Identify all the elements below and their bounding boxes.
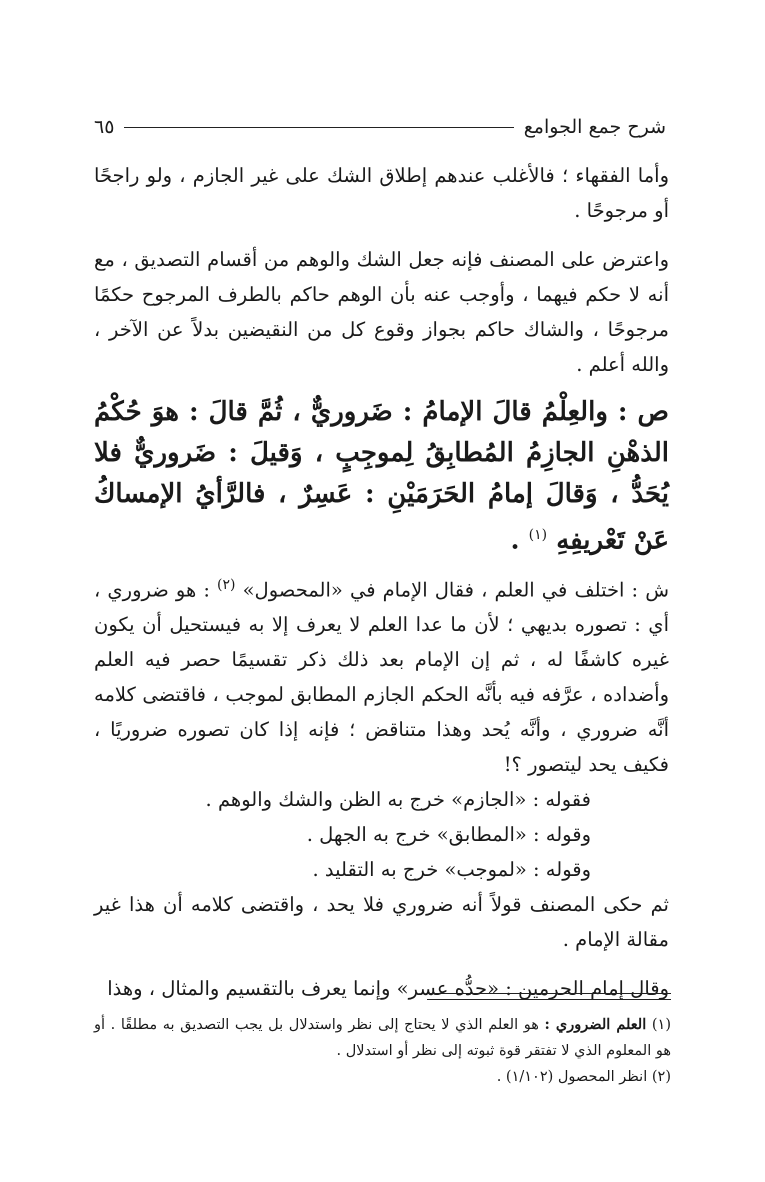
running-header (94, 112, 666, 142)
sharh-start: ش : اختلف في العلم ، فقال الإمام في «المحصول» (242, 578, 670, 602)
footnote-1-term: العلم الضروري : (544, 1016, 647, 1033)
paragraph-objection: واعترض على المصنف فإنه جعل الشك والوهم من أقسام التصديق ، مع أنه لا حكم فيهما ، وأوجب عنه بأن الوهم حاكم بالطرف المرجوح حكمًا مرجوحًا ، والشاك حاكم بجواز وقوع كل من النقيضين بدلاً عن الآخر ، والله أعلم . (94, 248, 669, 376)
header-rule (124, 127, 513, 128)
footnote-ref-2: (٢) (217, 576, 236, 593)
header-title: شرح جمع الجوامع (523, 116, 666, 138)
footnotes (94, 1012, 671, 1090)
footnote-2-text: انظر المحصول (١/١٠٢) . (496, 1069, 648, 1085)
paragraph-imam-haramayn: وقال إمام الحرمين : «حدُّه عسر» وإنما يعرف بالتقسيم والمثال ، وهذا (107, 977, 669, 1001)
sharh-rest: : هو ضروري ، أي : تصوره بديهي ؛ لأن ما عدا العلم لا يعرف إلا به فيستحيل أن يكون غيره كاشفًا له ، ثم إن الإمام بعد ذلك ذكر تقسيمًا حصر فيه العلم وأضداده ، عرَّفه فيه بأنَّه الحكم الجازم المطابق لموجب ، فاقتضى كلامه أنَّه ضروري ، وأنَّه يُحد وهذا متناقض ؛ فإنه إذا كان تصوره ضروريًا ، فكيف يحد ليتصور ؟! (94, 578, 669, 777)
paragraph-hikaya: ثم حكى المصنف قولاً أنه ضروري فلا يحد ، واقتضى كلامه أن هذا غير مقالة الإمام . (94, 893, 669, 952)
main-text (94, 158, 669, 1006)
matn-body: ص : والعِلْمُ قالَ الإمامُ : ضَروريٌّ ، ثُمَّ قالَ : هوَ حُكْمُ الذهْنِ الجازِمُ المُطابِقُ لِموجِبٍ ، وَقيلَ : ضَروريٌّ فلا يُحَدُّ ، وَقالَ إمامُ الحَرَمَيْنِ : عَسِرٌ ، فالرَّأيُ الإمساكُ عَنْ تَعْريفِهِ (94, 397, 669, 556)
paragraph-fuqaha: وأما الفقهاء ؛ فالأغلب عندهم إطلاق الشك على غير الجازم ، ولو راجحًا أو مرجوحًا . (94, 164, 669, 222)
footnote-1-number: (١) (651, 1017, 672, 1033)
quote-mutabiq: وقوله : «المطابق» خرج به الجهل . (306, 823, 591, 847)
footnote-1 (94, 1012, 671, 1064)
matn-text (94, 392, 669, 562)
footnote-2 (94, 1064, 671, 1090)
sharh-paragraph (94, 568, 669, 783)
footnote-separator (427, 993, 671, 1000)
footnote-1-text: هو العلم الذي لا يحتاج إلى نظر واستدلال بل يجب التصديق به مطلقًا . أو هو المعلوم الذي لا تفتقر قوة ثبوته إلى نظر أو استدلال . (94, 1017, 671, 1059)
footnote-ref-1: (١) (528, 527, 548, 543)
page-number: ٦٥ (94, 116, 115, 138)
footnote-2-number: (٢) (651, 1069, 671, 1085)
matn-end: . (510, 525, 529, 556)
quote-jazim: فقوله : «الجازم» خرج به الظن والشك والوهم . (205, 788, 591, 812)
quote-mujib: وقوله : «لموجب» خرج به التقليد . (312, 858, 591, 882)
